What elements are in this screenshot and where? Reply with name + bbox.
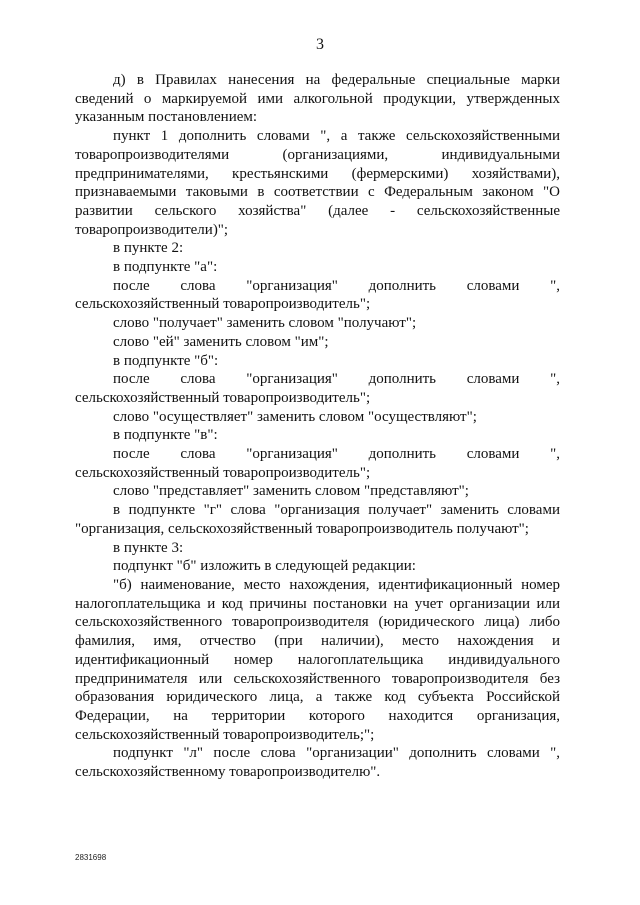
paragraph-item-1-amendment: пункт 1 дополнить словами ", а также сельскохозяйственными товаропроизводителями (организациями, индивидуальными предпринимателями, крестьянскими (фермерскими) хозяйствами), признаваемыми таковыми в соответствии с Федеральным законом "О развитии сельского хозяйства" (далее - сельскохозяйственные товаропроизводители)"; [75,128,560,238]
paragraph-subitem-b-replace-performs: слово "осуществляет" заменить словом "осуществляют"; [113,408,477,425]
document-body [75,71,560,782]
paragraph-subitem-a-heading: в подпункте "а": [113,259,218,276]
paragraph-subitem-g-replace: в подпункте "г" слова "организация получает" заменить словами "организация, сельскохозяйственный товаропроизводитель получают"; [75,502,560,537]
paragraph-item-3-heading: в пункте 3: [113,539,184,556]
paragraph-subitem-a-replace-receives: слово "получает" заменить словом "получают"; [113,315,417,332]
page-number: 3 [316,36,324,53]
paragraph-subitem-b-new-wording: подпункт "б" изложить в следующей редакции: [113,558,416,575]
paragraph-subitem-v-heading: в подпункте "в": [113,427,218,444]
paragraph-subitem-l-add-words: подпункт "л" после слова "организации" дополнить словами ", сельскохозяйственному товаропроизводителю". [75,745,560,781]
paragraph-subitem-a-replace-her: слово "ей" заменить словом "им"; [113,333,329,350]
document-id: 2831698 [75,853,107,862]
paragraph-subitem-b-add-words: после слова "организация" дополнить словами ", сельскохозяйственный товаропроизводитель"; [75,371,560,406]
paragraph-subitem-v-add-words: после слова "организация" дополнить словами ", сельскохозяйственный товаропроизводитель"; [75,446,560,481]
paragraph-subitem-a-add-words: после слова "организация" дополнить словами ", сельскохозяйственный товаропроизводитель"; [75,277,560,313]
paragraph-subitem-v-replace-submits: слово "представляет" заменить словом "представляют"; [113,483,469,500]
paragraph-item-2-heading: в пункте 2: [113,240,184,257]
paragraph-subitem-b-heading: в подпункте "б": [113,352,219,369]
paragraph-d-intro: д) в Правилах нанесения на федеральные специальные марки сведений о маркируемой ими алкогольной продукции, утвержденных указанным постановлением: [75,72,560,126]
paragraph-subitem-b-quoted-text: "б) наименование, место нахождения, идентификационный номер налогоплательщика и код причины постановки на учет организации или сельскохозяйственного товаропроизводителя (юридического лица) либо фамилия, имя, отчество (при наличии), место нахождения и идентификационный номер налогоплательщика индивидуального предпринимателя или сельскохозяйственного товаропроизводителя без образования юридического лица, а также код субъекта Российской Федерации, на территории которого находится организация, сельскохозяйственный товаропроизводитель;"; [75,576,560,743]
